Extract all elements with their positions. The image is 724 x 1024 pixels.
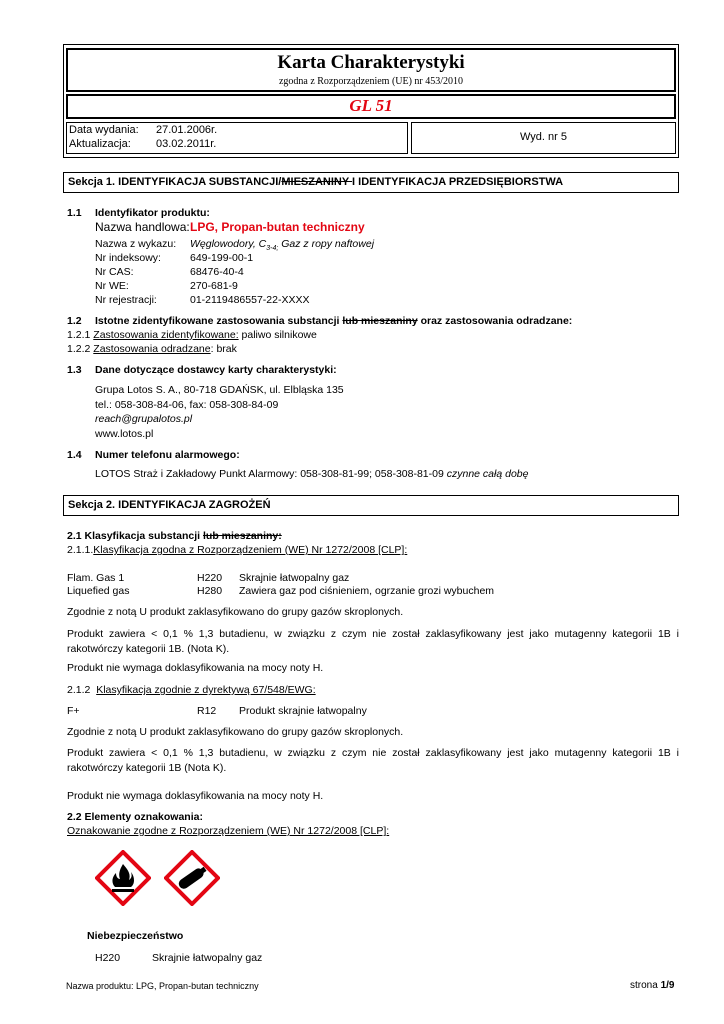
page-number: 1/9 xyxy=(660,980,675,991)
footer-page xyxy=(630,980,674,991)
emergency-hours: czynne całą dobę xyxy=(446,468,529,480)
flame-icon xyxy=(95,850,151,906)
subsection-1-2-1 xyxy=(67,329,317,341)
subsection-1-3-title: Dane dotyczące dostawcy karty charakterystyki: xyxy=(95,364,337,376)
note-u: Zgodnie z notą U produkt zaklasyfikowano do grupy gazów skroplonych. xyxy=(67,726,404,738)
subsection-1-2-title xyxy=(95,315,572,327)
clp-code: H280 xyxy=(197,585,223,597)
row-value: 01-2119486557-22-XXXX xyxy=(190,294,310,306)
row-value: 270-681-9 xyxy=(190,280,238,292)
label: Klasyfikacja zgodna z Rozporządzeniem (WE) Nr 1272/2008 [CLP]: xyxy=(93,544,408,556)
row-label: Nr CAS: xyxy=(95,266,134,278)
num: 2.1.1. xyxy=(67,544,94,556)
label: Zastosowania zidentyfikowane: xyxy=(93,329,239,341)
section-1-heading-part: I IDENTYFIKACJA PRZEDSIĘBIORSTWA xyxy=(352,176,564,188)
signal-word: Niebezpieczeństwo xyxy=(87,930,184,942)
row-label: Nr indeksowy: xyxy=(95,252,161,264)
supplier-website: www.lotos.pl xyxy=(95,428,154,440)
section-1-heading xyxy=(68,176,563,188)
gas-cylinder-icon xyxy=(164,850,220,906)
supplier-email: reach@grupalotos.pl xyxy=(95,413,193,425)
num: 2.1.2 xyxy=(67,684,91,696)
subsection-1-4-number: 1.4 xyxy=(67,449,82,461)
row-value: 68476-40-4 xyxy=(190,266,244,278)
subsection-1-1-number: 1.1 xyxy=(67,207,82,219)
date-updated-label: Aktualizacja: xyxy=(69,138,131,150)
subsection-2-1-1 xyxy=(67,544,407,556)
subsection-2-2-subtitle: Oznakowanie zgodne z Rozporządzeniem (WE) Nr 1272/2008 [CLP]: xyxy=(67,825,390,837)
row-value-wykaz xyxy=(190,238,374,252)
supplier-address: Grupa Lotos S. A., 80-718 GDAŃSK, ul. Elbląska 135 xyxy=(95,384,344,396)
wykaz-subscript: 3-4; xyxy=(266,245,279,253)
document-subtitle: zgodna z Rozporządzeniem (UE) nr 453/2010 xyxy=(278,76,464,87)
dsd-code: R12 xyxy=(197,705,217,717)
clp-class: Flam. Gas 1 xyxy=(67,572,125,584)
section-2-heading: Sekcja 2. IDENTYFIKACJA ZAGROŻEŃ xyxy=(68,499,271,511)
dsd-text: Produkt skrajnie łatwopalny xyxy=(239,705,367,717)
note-butadiene: Produkt zawiera < 0,1 % 1,3 butadienu, w związku z czym nie został zaklasyfikowany jest jako mutagenny kategorii 1B i rakotwórczy kategorii 1B. (Nota K). xyxy=(67,628,679,655)
value: : brak xyxy=(210,343,237,355)
title-struck: lub mieszaniny xyxy=(342,315,418,327)
section-1-heading-struck: MIESZANINY xyxy=(281,176,353,188)
supplier-phone: tel.: 058-308-84-06, fax: 058-308-84-09 xyxy=(95,399,279,411)
section-1-heading-part: Sekcja 1. IDENTYFIKACJA SUBSTANCJI/ xyxy=(68,176,282,188)
emergency-text: LOTOS Straż i Zakładowy Punkt Alarmowy: 058-308-81-99; 058-308-81-09 xyxy=(95,468,447,480)
subsection-1-2-2 xyxy=(67,343,237,355)
row-label: Nazwa z wykazu: xyxy=(95,238,177,250)
product-code: GL 51 xyxy=(349,96,393,115)
num: 1.2.2 xyxy=(67,343,91,355)
version-number: Wyd. nr 5 xyxy=(520,131,567,143)
title-part: 2.1 Klasyfikacja substancji xyxy=(67,530,203,542)
subsection-1-2-number: 1.2 xyxy=(67,315,82,327)
note-butadiene: Produkt zawiera < 0,1 % 1,3 butadienu, w związku z czym nie został zaklasyfikowany jest jako mutagenny kategorii 1B i rakotwórczy kategorii 1B (Nota K). xyxy=(67,747,679,774)
dsd-class: F+ xyxy=(67,705,80,717)
title-struck: lub mieszaniny: xyxy=(203,530,282,542)
date-issued: 27.01.2006r. xyxy=(156,124,218,136)
subsection-2-1-title xyxy=(67,530,282,542)
clp-text: Zawiera gaz pod ciśnieniem, ogrzanie grozi wybuchem xyxy=(239,585,495,597)
num: 1.2.1 xyxy=(67,329,91,341)
subsection-2-2-title: 2.2 Elementy oznakowania: xyxy=(67,811,203,823)
row-label: Nr WE: xyxy=(95,280,129,292)
subsection-1-3-number: 1.3 xyxy=(67,364,82,376)
hazard-text: Skrajnie łatwopalny gaz xyxy=(152,952,263,964)
row-value: 649-199-00-1 xyxy=(190,252,254,264)
date-issued-label: Data wydania: xyxy=(69,124,139,136)
wykaz-part: Węglowodory, C xyxy=(190,238,267,250)
footer-product-name: Nazwa produktu: LPG, Propan-butan techniczny xyxy=(66,981,259,991)
document-title: Karta Charakterystyki xyxy=(277,52,465,73)
subsection-1-4-title: Numer telefonu alarmowego: xyxy=(95,449,240,461)
clp-class: Liquefied gas xyxy=(67,585,130,597)
title-part: Istotne zidentyfikowane zastosowania substancji xyxy=(95,315,343,327)
note-u: Zgodnie z notą U produkt zaklasyfikowano do grupy gazów skroplonych. xyxy=(67,606,404,618)
note-h: Produkt nie wymaga doklasyfikowania na mocy noty H. xyxy=(67,790,324,802)
subsection-1-1-title: Identyfikator produktu: xyxy=(95,207,210,219)
clp-text: Skrajnie łatwopalny gaz xyxy=(239,572,350,584)
title-part: oraz zastosowania odradzane: xyxy=(417,315,573,327)
trade-name-value: LPG, Propan-butan techniczny xyxy=(190,220,365,234)
subsection-2-1-2 xyxy=(67,684,316,696)
row-label: Nr rejestracji: xyxy=(95,294,157,306)
emergency-number xyxy=(95,468,528,480)
note-h: Produkt nie wymaga doklasyfikowania na mocy noty H. xyxy=(67,662,324,674)
page-label: strona xyxy=(630,980,661,991)
label: Zastosowania odradzane xyxy=(93,343,211,355)
trade-name-label: Nazwa handlowa: xyxy=(95,220,190,234)
label: Klasyfikacja zgodnie z dyrektywą 67/548/EWG: xyxy=(96,684,316,696)
wykaz-part: Gaz z ropy naftowej xyxy=(278,238,375,250)
clp-code: H220 xyxy=(197,572,223,584)
date-updated: 03.02.2011r. xyxy=(156,138,217,150)
value: paliwo silnikowe xyxy=(238,329,317,341)
hazard-code: H220 xyxy=(95,952,121,964)
